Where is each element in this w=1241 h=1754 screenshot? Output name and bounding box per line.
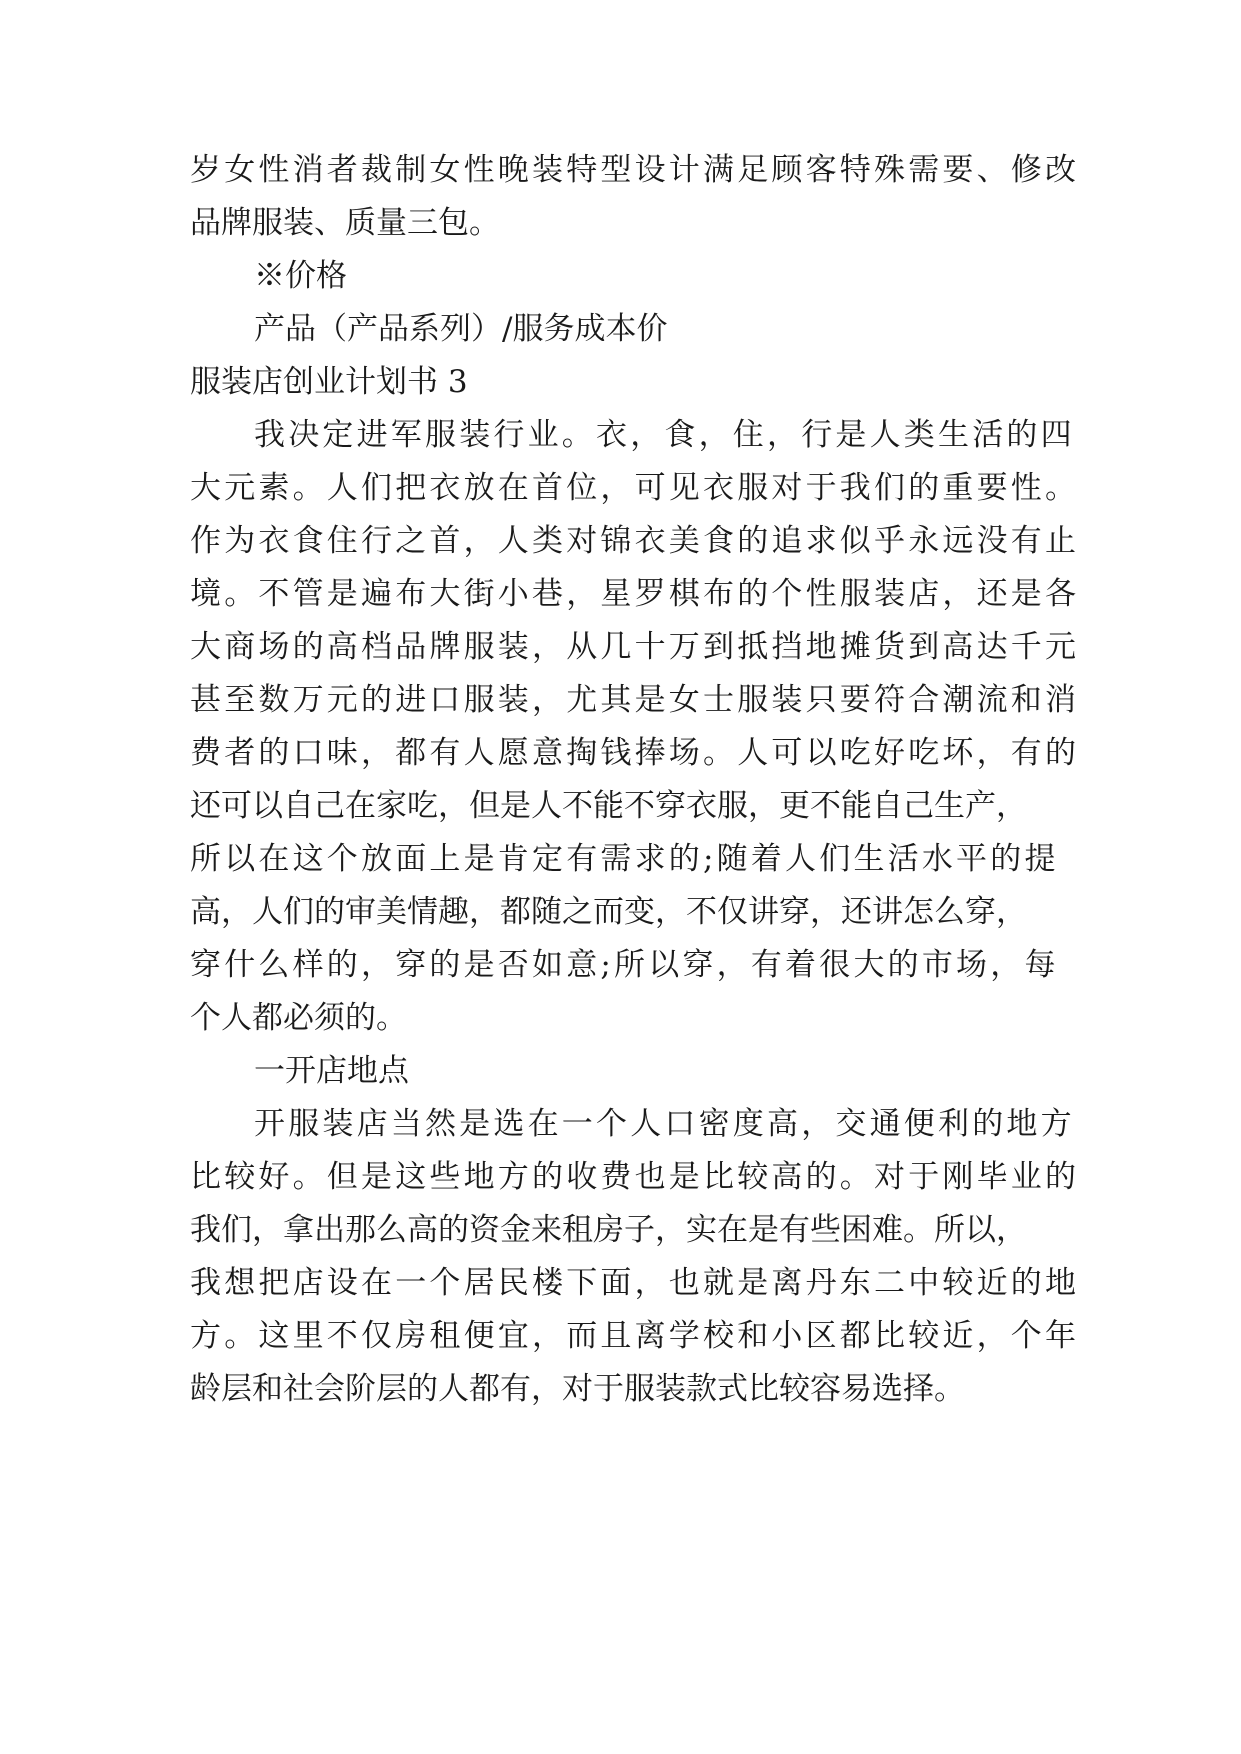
body-text-line: 我想把店设在一个居民楼下面，也就是离丹东二中较近的地 [190,1265,1080,1301]
body-text-line: 产品（产品系列）/服务成本价 [254,311,668,347]
section-heading: 一开店地点 [254,1053,409,1089]
body-text-line: 方。这里不仅房租便宜，而且离学校和小区都比较近，个年 [190,1318,1080,1354]
body-text-line: 费者的口味，都有人愿意掏钱捧场。人可以吃好吃坏，有的 [190,735,1080,771]
body-text-line: 境。不管是遍布大街小巷，星罗棋布的个性服装店，还是各 [190,576,1080,612]
body-text-line: 岁女性消者裁制女性晚装特型设计满足顾客特殊需要、修改 [190,152,1080,188]
body-text-line: 穿什么样的，穿的是否如意;所以穿，有着很大的市场，每 [190,947,1059,983]
document-title: 服装店创业计划书 3 [190,364,468,400]
body-text-line: 高，人们的审美情趣，都随之而变，不仅讲穿，还讲怎么穿， [190,894,1027,930]
body-text-line: 还可以自己在家吃，但是人不能不穿衣服，更不能自己生产， [190,788,1027,824]
body-text-line: 个人都必须的。 [190,1000,407,1036]
body-text-line: 大商场的高档品牌服装，从几十万到抵挡地摊货到高达千元 [190,629,1080,665]
section-heading: ※价格 [254,258,347,294]
paragraph-first-line: 开服装店当然是选在一个人口密度高，交通便利的地方 [254,1106,1075,1142]
body-text-line: 龄层和社会阶层的人都有，对于服装款式比较容易选择。 [190,1371,965,1407]
body-text-line: 比较好。但是这些地方的收费也是比较高的。对于刚毕业的 [190,1159,1080,1195]
paragraph-first-line: 我决定进军服装行业。衣，食，住，行是人类生活的四 [254,417,1075,453]
body-text-line: 大元素。人们把衣放在首位，可见衣服对于我们的重要性。 [190,470,1080,506]
body-text-line: 作为衣食住行之首，人类对锦衣美食的追求似乎永远没有止 [190,523,1080,559]
body-text-line: 我们，拿出那么高的资金来租房子，实在是有些困难。所以， [190,1212,1027,1248]
body-text-line: 品牌服装、质量三包。 [190,205,500,241]
body-text-line: 甚至数万元的进口服装，尤其是女士服装只要符合潮流和消 [190,682,1080,718]
body-text-line: 所以在这个放面上是肯定有需求的;随着人们生活水平的提 [190,841,1059,877]
